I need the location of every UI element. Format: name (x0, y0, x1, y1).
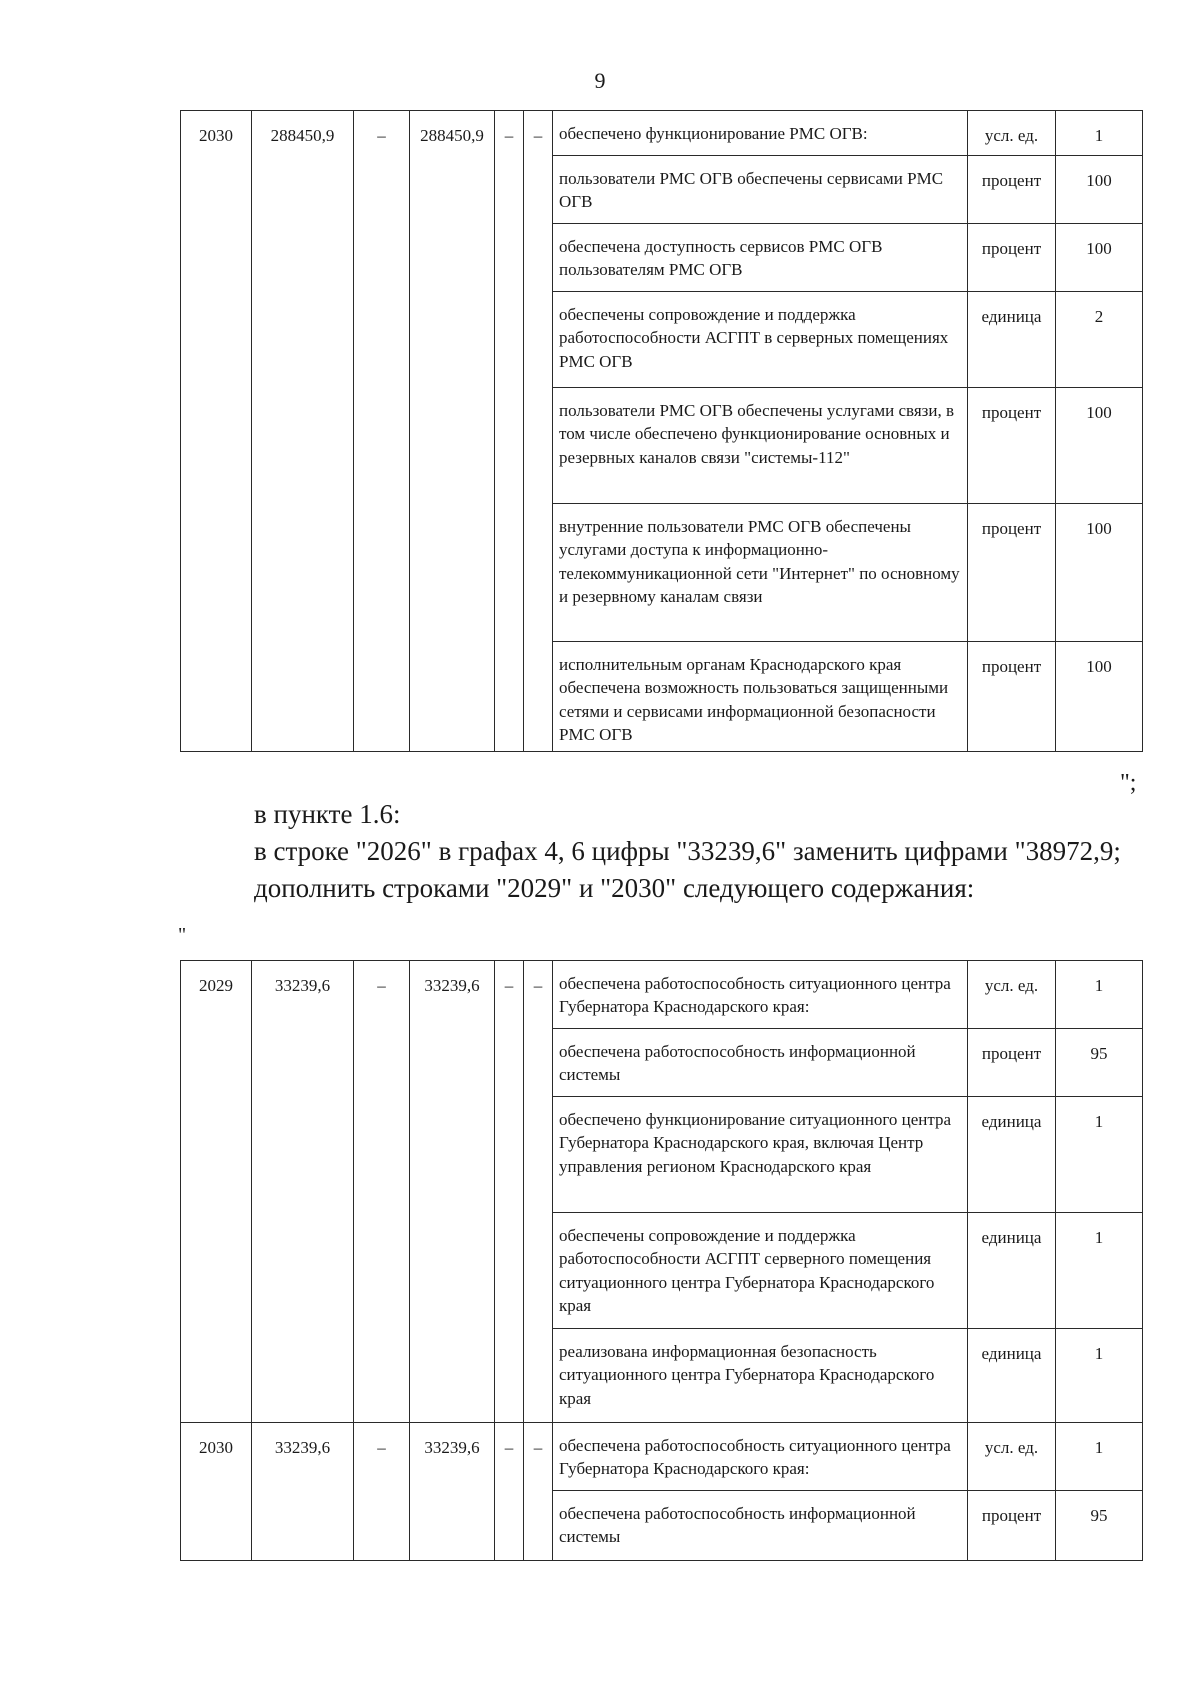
indicator-unit: усл. ед. (968, 111, 1056, 156)
indicator-unit: процент (968, 504, 1056, 642)
indicator-value: 95 (1056, 1029, 1143, 1097)
column-3-cell: – (354, 961, 410, 1423)
indicator-description: обеспечена работоспособность ситуационного центра Губернатора Краснодарского края: (553, 961, 968, 1029)
indicator-unit: единица (968, 1329, 1056, 1423)
indicator-value: 2 (1056, 292, 1143, 388)
indicator-value: 1 (1056, 1329, 1143, 1423)
indicator-unit: усл. ед. (968, 961, 1056, 1029)
indicator-unit: процент (968, 1491, 1056, 1561)
closing-quote: "; (1120, 770, 1137, 796)
total-cell: 33239,6 (252, 961, 354, 1423)
indicator-value: 95 (1056, 1491, 1143, 1561)
indicator-unit: процент (968, 224, 1056, 292)
column-4-cell: 33239,6 (410, 961, 495, 1423)
column-6-cell: – (524, 111, 553, 752)
indicator-unit: процент (968, 642, 1056, 752)
column-5-cell: – (495, 961, 524, 1423)
funding-table-new-rows (180, 960, 1143, 1561)
indicator-description: обеспечена работоспособность информационной системы (553, 1029, 968, 1097)
indicator-value: 1 (1056, 111, 1143, 156)
column-3-cell: – (354, 111, 410, 752)
indicator-unit: процент (968, 156, 1056, 224)
amendment-line-1: в пункте 1.6: (254, 799, 401, 829)
amendment-line-2: в строке "2026" в графах 4, 6 цифры "33239,6" заменить цифрами "38972,9; (254, 836, 1121, 866)
amendment-line-3: дополнить строками "2029" и "2030" следующего содержания: (254, 873, 975, 903)
indicator-value: 1 (1056, 1213, 1143, 1329)
page-number: 9 (594, 68, 606, 93)
indicator-value: 100 (1056, 504, 1143, 642)
indicator-description: пользователи РМС ОГВ обеспечены услугами связи, в том числе обеспечено функционирование основных и резервных каналов связи "системы-112" (553, 388, 968, 504)
indicator-description: обеспечена работоспособность ситуационного центра Губернатора Краснодарского края: (553, 1423, 968, 1491)
indicator-unit: усл. ед. (968, 1423, 1056, 1491)
column-4-cell: 288450,9 (410, 111, 495, 752)
indicator-value: 100 (1056, 642, 1143, 752)
year-cell: 2029 (181, 961, 252, 1423)
indicator-unit: единица (968, 1213, 1056, 1329)
indicator-description: обеспечено функционирование ситуационного центра Губернатора Краснодарского края, включая Центр управления регионом Краснодарского края (553, 1097, 968, 1213)
column-6-cell: – (524, 961, 553, 1423)
table-row (181, 111, 1143, 156)
indicator-description: обеспечено функционирование РМС ОГВ: (553, 111, 968, 156)
indicator-description: обеспечены сопровождение и поддержка работоспособности АСГПТ в серверных помещениях РМС ОГВ (553, 292, 968, 388)
indicator-value: 100 (1056, 388, 1143, 504)
column-6-cell: – (524, 1423, 553, 1561)
opening-quote: " (178, 924, 187, 946)
indicator-description: внутренние пользователи РМС ОГВ обеспечены услугами доступа к информационно-телекоммуникационной сети "Интернет" по основному и резервному каналам связи (553, 504, 968, 642)
column-3-cell: – (354, 1423, 410, 1561)
indicator-unit: процент (968, 1029, 1056, 1097)
indicator-unit: единица (968, 1097, 1056, 1213)
column-5-cell: – (495, 111, 524, 752)
indicator-value: 100 (1056, 156, 1143, 224)
indicator-value: 1 (1056, 1423, 1143, 1491)
indicator-description: реализована информационная безопасность ситуационного центра Губернатора Краснодарского края (553, 1329, 968, 1423)
table-row (181, 1423, 1143, 1491)
year-cell: 2030 (181, 1423, 252, 1561)
column-5-cell: – (495, 1423, 524, 1561)
funding-table-continuation (180, 110, 1143, 752)
total-cell: 33239,6 (252, 1423, 354, 1561)
indicator-value: 100 (1056, 224, 1143, 292)
indicator-description: обеспечены сопровождение и поддержка работоспособности АСГПТ серверного помещения ситуационного центра Губернатора Краснодарского края (553, 1213, 968, 1329)
indicator-value: 1 (1056, 961, 1143, 1029)
indicator-unit: единица (968, 292, 1056, 388)
indicator-description: обеспечена доступность сервисов РМС ОГВ пользователям РМС ОГВ (553, 224, 968, 292)
indicator-value: 1 (1056, 1097, 1143, 1213)
indicator-description: обеспечена работоспособность информационной системы (553, 1491, 968, 1561)
indicator-unit: процент (968, 388, 1056, 504)
total-cell: 288450,9 (252, 111, 354, 752)
year-cell: 2030 (181, 111, 252, 752)
indicator-description: пользователи РМС ОГВ обеспечены сервисами РМС ОГВ (553, 156, 968, 224)
amendment-text (180, 796, 1142, 907)
indicator-description: исполнительным органам Краснодарского края обеспечена возможность пользоваться защищенными сетями и сервисами информационной безопасности РМС ОГВ (553, 642, 968, 752)
column-4-cell: 33239,6 (410, 1423, 495, 1561)
table-row (181, 961, 1143, 1029)
